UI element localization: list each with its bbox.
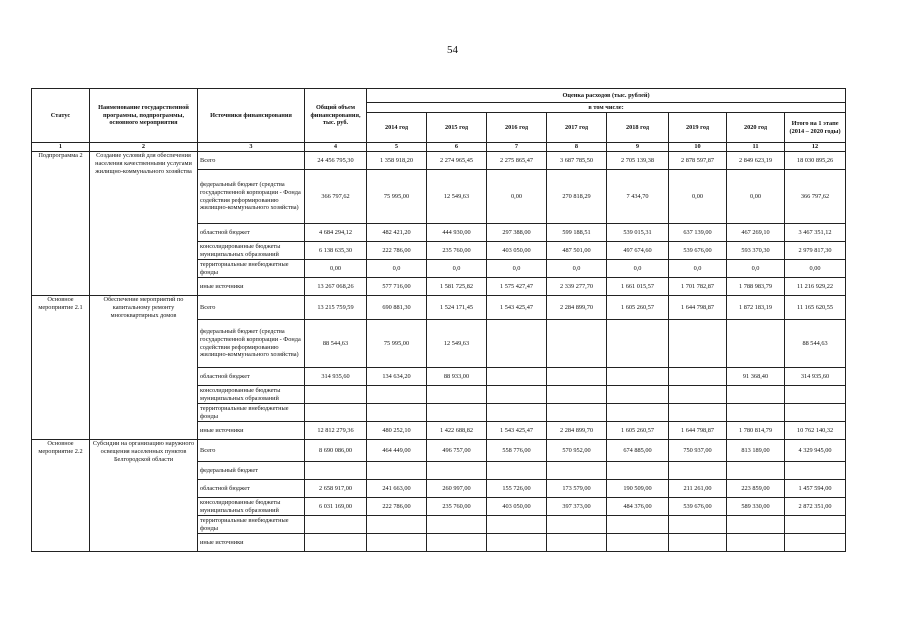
amount-cell [487, 462, 547, 480]
amount-cell: 0,00 [487, 170, 547, 224]
amount-cell [487, 534, 547, 552]
amount-cell [669, 462, 727, 480]
amount-cell: 589 330,00 [727, 498, 785, 516]
funding-source: территориальные внебюджетные фонды [198, 260, 305, 278]
amount-cell [547, 404, 607, 422]
amount-cell: 1 575 427,47 [487, 278, 547, 296]
amount-cell: 539 015,31 [607, 224, 669, 242]
amount-cell [669, 534, 727, 552]
total-amount: 4 684 294,12 [305, 224, 367, 242]
funding-source: Всего [198, 152, 305, 170]
amount-cell [727, 534, 785, 552]
amount-cell: 270 818,29 [547, 170, 607, 224]
funding-source: территориальные внебюджетные фонды [198, 516, 305, 534]
amount-cell [367, 386, 427, 404]
amount-cell: 487 501,00 [547, 242, 607, 260]
column-number: 8 [547, 143, 607, 152]
total-amount [305, 386, 367, 404]
total-amount: 24 456 795,30 [305, 152, 367, 170]
amount-cell: 1 581 725,82 [427, 278, 487, 296]
amount-cell: 0,0 [607, 260, 669, 278]
funding-source: консолидированные бюджеты муниципальных образований [198, 498, 305, 516]
column-number-row [32, 143, 846, 152]
amount-cell [785, 386, 846, 404]
funding-source: консолидированные бюджеты муниципальных образований [198, 242, 305, 260]
amount-cell: 222 786,00 [367, 242, 427, 260]
amount-cell: 1 644 798,87 [669, 296, 727, 320]
amount-cell [367, 462, 427, 480]
amount-cell: 11 165 620,55 [785, 296, 846, 320]
amount-cell [547, 534, 607, 552]
funding-source: областной бюджет [198, 224, 305, 242]
table-row [32, 296, 846, 320]
amount-cell [607, 516, 669, 534]
total-amount: 6 138 635,30 [305, 242, 367, 260]
amount-cell [607, 386, 669, 404]
amount-cell: 0,0 [669, 260, 727, 278]
row-status: Подпрограмма 2 [32, 152, 90, 296]
amount-cell: 467 269,10 [727, 224, 785, 242]
column-number: 12 [785, 143, 846, 152]
amount-cell: 0,0 [367, 260, 427, 278]
header-year: 2017 год [547, 113, 607, 143]
amount-cell: 1 422 688,82 [427, 422, 487, 440]
amount-cell [427, 462, 487, 480]
row-name: Обеспечение мероприятий по капитальному ремонту многоквартирных домов [90, 296, 198, 440]
amount-cell: 539 676,00 [669, 498, 727, 516]
header-year: 2020 год [727, 113, 785, 143]
table-row [32, 440, 846, 462]
amount-cell: 403 050,00 [487, 242, 547, 260]
row-name: Субсидии на организацию наружного освещения населенных пунктов Белгородской области [90, 440, 198, 552]
amount-cell [487, 386, 547, 404]
amount-cell: 484 376,00 [607, 498, 669, 516]
amount-cell: 397 373,00 [547, 498, 607, 516]
total-amount: 0,00 [305, 260, 367, 278]
amount-cell: 2 878 597,87 [669, 152, 727, 170]
amount-cell: 1 524 171,45 [427, 296, 487, 320]
column-number: 4 [305, 143, 367, 152]
amount-cell [669, 368, 727, 386]
amount-cell [487, 404, 547, 422]
header-estimate: Оценка расходов (тыс. рублей) [367, 89, 846, 103]
amount-cell: 222 786,00 [367, 498, 427, 516]
amount-cell: 0,0 [487, 260, 547, 278]
row-status: Основное мероприятие 2.2 [32, 440, 90, 552]
amount-cell: 2 284 899,70 [547, 422, 607, 440]
table-row [32, 152, 846, 170]
amount-cell [427, 534, 487, 552]
total-amount: 6 031 169,00 [305, 498, 367, 516]
amount-cell: 235 760,00 [427, 498, 487, 516]
amount-cell: 2 705 139,38 [607, 152, 669, 170]
amount-cell: 577 716,00 [367, 278, 427, 296]
amount-cell: 4 329 945,00 [785, 440, 846, 462]
amount-cell: 1 788 983,79 [727, 278, 785, 296]
amount-cell [487, 516, 547, 534]
column-number: 1 [32, 143, 90, 152]
amount-cell [607, 320, 669, 368]
amount-cell: 0,00 [785, 260, 846, 278]
total-amount: 314 935,60 [305, 368, 367, 386]
header-year: 2018 год [607, 113, 669, 143]
amount-cell [727, 320, 785, 368]
amount-cell [727, 516, 785, 534]
column-number: 3 [198, 143, 305, 152]
amount-cell: 12 549,63 [427, 170, 487, 224]
total-amount [305, 516, 367, 534]
amount-cell: 2 872 351,00 [785, 498, 846, 516]
amount-cell: 134 634,20 [367, 368, 427, 386]
amount-cell: 570 952,00 [547, 440, 607, 462]
amount-cell: 1 605 260,57 [607, 422, 669, 440]
amount-cell: 480 252,10 [367, 422, 427, 440]
row-status: Основное мероприятие 2.1 [32, 296, 90, 440]
column-number: 2 [90, 143, 198, 152]
amount-cell [785, 462, 846, 480]
amount-cell: 1 644 798,87 [669, 422, 727, 440]
amount-cell: 0,00 [669, 170, 727, 224]
amount-cell: 10 762 140,32 [785, 422, 846, 440]
amount-cell: 0,00 [727, 170, 785, 224]
amount-cell: 75 995,00 [367, 170, 427, 224]
amount-cell [727, 404, 785, 422]
amount-cell [785, 516, 846, 534]
amount-cell [669, 386, 727, 404]
amount-cell: 496 757,00 [427, 440, 487, 462]
header-year-total: Итого на 1 этапе (2014 – 2020 годы) [785, 113, 846, 143]
header-including: в том числе: [367, 103, 846, 113]
amount-cell [785, 534, 846, 552]
amount-cell: 2 339 277,70 [547, 278, 607, 296]
amount-cell: 497 674,60 [607, 242, 669, 260]
amount-cell: 91 368,40 [727, 368, 785, 386]
funding-source: иные источники [198, 422, 305, 440]
amount-cell [487, 368, 547, 386]
amount-cell [427, 386, 487, 404]
amount-cell [427, 516, 487, 534]
amount-cell [367, 516, 427, 534]
amount-cell: 2 849 623,19 [727, 152, 785, 170]
amount-cell: 690 881,30 [367, 296, 427, 320]
amount-cell [547, 368, 607, 386]
column-number: 6 [427, 143, 487, 152]
header-year: 2019 год [669, 113, 727, 143]
header-source: Источники финансирования [198, 89, 305, 143]
amount-cell [727, 462, 785, 480]
amount-cell: 0,0 [547, 260, 607, 278]
column-number: 9 [607, 143, 669, 152]
amount-cell [669, 404, 727, 422]
amount-cell: 88 544,63 [785, 320, 846, 368]
amount-cell: 314 935,60 [785, 368, 846, 386]
amount-cell: 3 687 785,50 [547, 152, 607, 170]
total-amount: 366 797,62 [305, 170, 367, 224]
header-year: 2014 год [367, 113, 427, 143]
amount-cell: 223 859,00 [727, 480, 785, 498]
amount-cell [785, 404, 846, 422]
amount-cell [487, 320, 547, 368]
amount-cell: 3 467 351,12 [785, 224, 846, 242]
total-amount [305, 462, 367, 480]
header-name: Наименование государственной программы, подпрограммы, основного мероприятия [90, 89, 198, 143]
amount-cell [367, 534, 427, 552]
amount-cell: 260 997,00 [427, 480, 487, 498]
amount-cell: 0,0 [727, 260, 785, 278]
amount-cell: 1 661 015,57 [607, 278, 669, 296]
amount-cell: 173 579,00 [547, 480, 607, 498]
amount-cell: 88 933,00 [427, 368, 487, 386]
amount-cell: 11 216 929,22 [785, 278, 846, 296]
amount-cell: 366 797,62 [785, 170, 846, 224]
header-total: Общий объем финансирования, тыс. руб. [305, 89, 367, 143]
page-number: 54 [447, 44, 458, 56]
amount-cell: 464 449,00 [367, 440, 427, 462]
row-name: Создание условий для обеспечения населения качественными услугами жилищно-коммунального хозяйства [90, 152, 198, 296]
amount-cell: 18 030 895,26 [785, 152, 846, 170]
amount-cell: 297 388,00 [487, 224, 547, 242]
funding-source: Всего [198, 296, 305, 320]
amount-cell [607, 404, 669, 422]
amount-cell: 235 760,00 [427, 242, 487, 260]
funding-source: областной бюджет [198, 480, 305, 498]
amount-cell: 637 139,00 [669, 224, 727, 242]
amount-cell: 674 885,00 [607, 440, 669, 462]
column-number: 5 [367, 143, 427, 152]
amount-cell: 211 261,00 [669, 480, 727, 498]
amount-cell [547, 462, 607, 480]
funding-source: федеральный бюджет [198, 462, 305, 480]
amount-cell: 539 676,00 [669, 242, 727, 260]
funding-source: консолидированные бюджеты муниципальных образований [198, 386, 305, 404]
amount-cell [607, 368, 669, 386]
amount-cell [669, 516, 727, 534]
funding-source: иные источники [198, 534, 305, 552]
amount-cell [607, 462, 669, 480]
amount-cell: 558 776,00 [487, 440, 547, 462]
amount-cell: 2 284 899,70 [547, 296, 607, 320]
funding-source: иные источники [198, 278, 305, 296]
total-amount: 8 690 086,00 [305, 440, 367, 462]
header-year: 2016 год [487, 113, 547, 143]
column-number: 11 [727, 143, 785, 152]
funding-source: федеральный бюджет (средства государственной корпорации - Фонда содействия реформированию жилищно-коммунального хозяйства) [198, 320, 305, 368]
amount-cell: 750 937,00 [669, 440, 727, 462]
total-amount [305, 404, 367, 422]
total-amount: 13 215 759,59 [305, 296, 367, 320]
header-year: 2015 год [427, 113, 487, 143]
amount-cell: 1 358 918,20 [367, 152, 427, 170]
amount-cell [607, 534, 669, 552]
amount-cell: 1 780 814,79 [727, 422, 785, 440]
amount-cell: 2 979 817,30 [785, 242, 846, 260]
total-amount: 2 658 917,00 [305, 480, 367, 498]
total-amount [305, 534, 367, 552]
amount-cell: 1 457 594,00 [785, 480, 846, 498]
amount-cell: 75 995,00 [367, 320, 427, 368]
funding-source: территориальные внебюджетные фонды [198, 404, 305, 422]
total-amount: 88 544,63 [305, 320, 367, 368]
amount-cell: 1 543 425,47 [487, 296, 547, 320]
amount-cell [547, 386, 607, 404]
amount-cell: 12 549,63 [427, 320, 487, 368]
amount-cell: 813 189,00 [727, 440, 785, 462]
amount-cell: 2 275 865,47 [487, 152, 547, 170]
amount-cell: 1 543 425,47 [487, 422, 547, 440]
amount-cell: 7 434,70 [607, 170, 669, 224]
amount-cell: 2 274 965,45 [427, 152, 487, 170]
column-number: 10 [669, 143, 727, 152]
amount-cell: 155 726,00 [487, 480, 547, 498]
total-amount: 13 267 068,26 [305, 278, 367, 296]
amount-cell [547, 320, 607, 368]
table-body [32, 143, 846, 552]
amount-cell: 1 701 782,87 [669, 278, 727, 296]
amount-cell [367, 404, 427, 422]
amount-cell: 482 421,20 [367, 224, 427, 242]
funding-source: федеральный бюджет (средства государственной корпорации - Фонда содействия реформированию жилищно-коммунального хозяйства) [198, 170, 305, 224]
amount-cell: 241 663,00 [367, 480, 427, 498]
amount-cell: 190 509,00 [607, 480, 669, 498]
funding-source: Всего [198, 440, 305, 462]
amount-cell: 403 050,00 [487, 498, 547, 516]
amount-cell: 444 930,00 [427, 224, 487, 242]
total-amount: 12 812 279,36 [305, 422, 367, 440]
amount-cell: 1 872 183,19 [727, 296, 785, 320]
amount-cell [547, 516, 607, 534]
amount-cell: 593 370,30 [727, 242, 785, 260]
funding-source: областной бюджет [198, 368, 305, 386]
amount-cell: 599 188,51 [547, 224, 607, 242]
amount-cell: 1 605 260,57 [607, 296, 669, 320]
column-number: 7 [487, 143, 547, 152]
header-status: Статус [32, 89, 90, 143]
amount-cell [427, 404, 487, 422]
amount-cell [727, 386, 785, 404]
financing-table [31, 88, 846, 552]
amount-cell: 0,0 [427, 260, 487, 278]
amount-cell [669, 320, 727, 368]
